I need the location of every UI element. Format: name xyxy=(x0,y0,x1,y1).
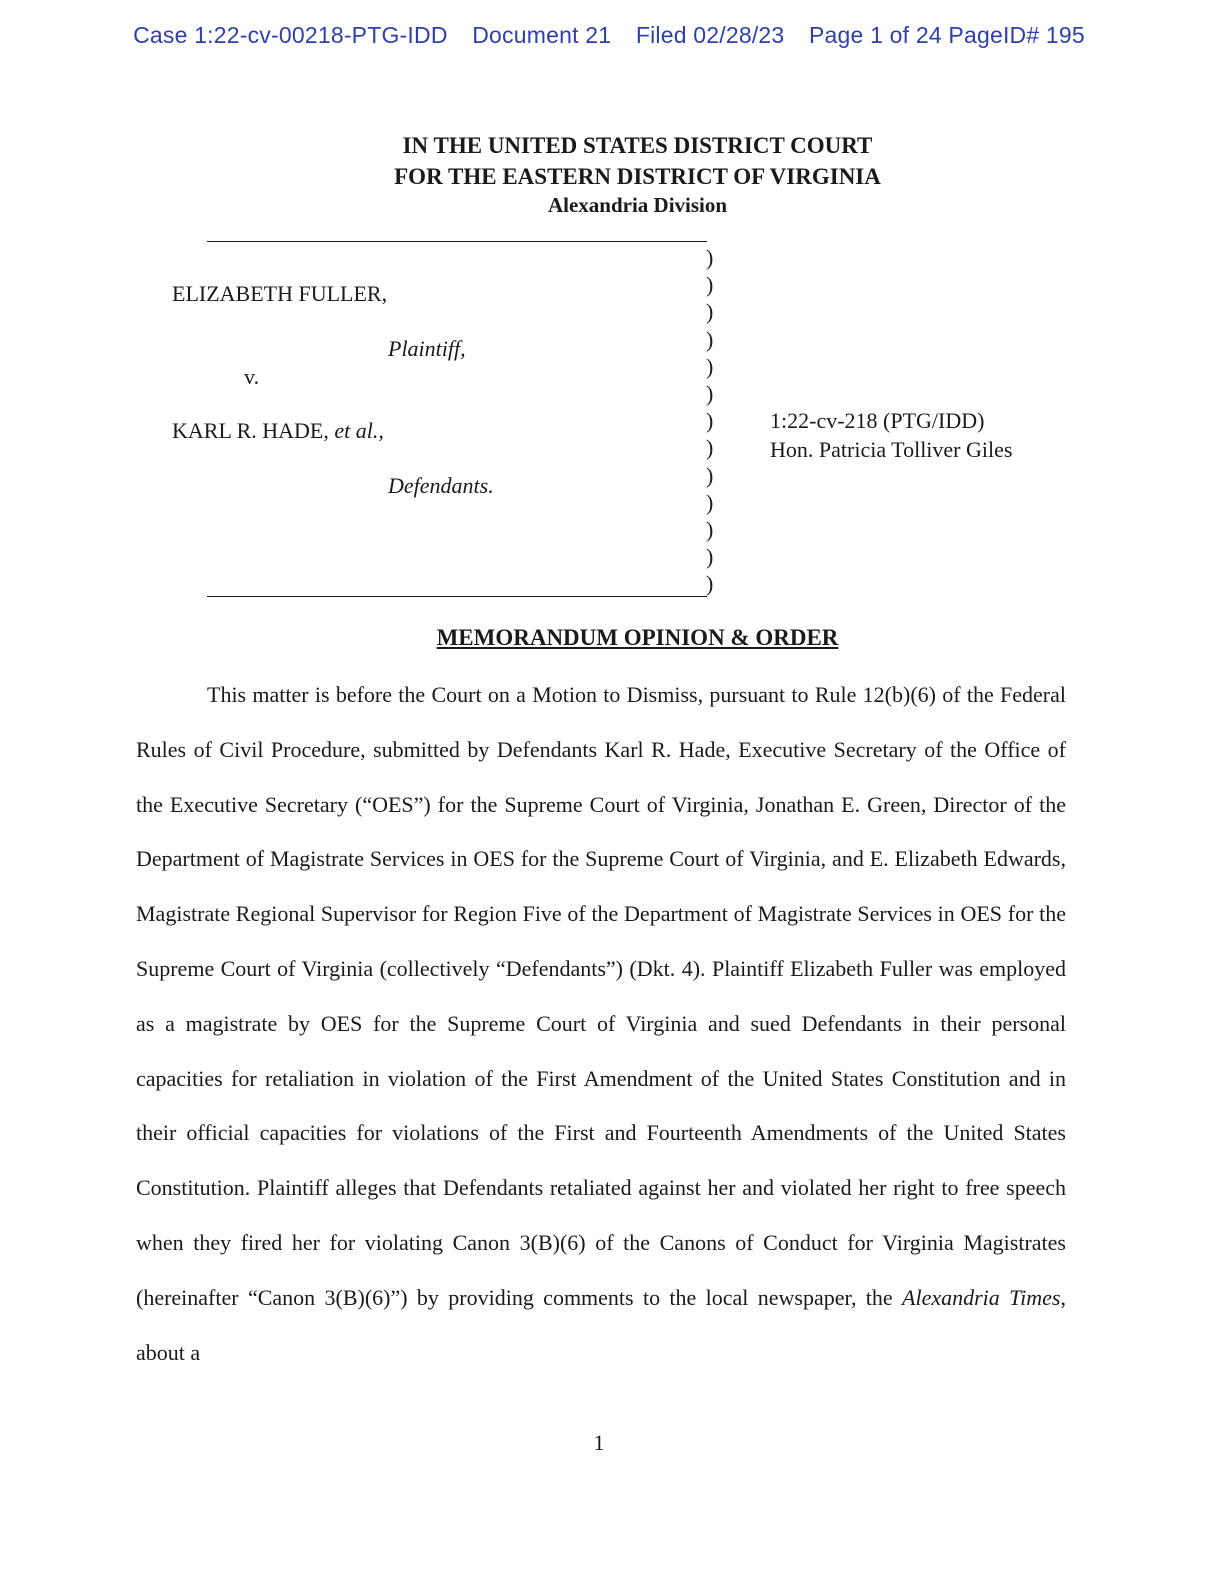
paren: ) xyxy=(706,353,714,379)
body-paragraph xyxy=(136,668,1066,1380)
stamp-case: Case 1:22-cv-00218-PTG-IDD xyxy=(133,22,448,48)
paren: ) xyxy=(706,272,714,298)
paren: ) xyxy=(706,435,714,461)
caption-top-rule xyxy=(207,241,707,242)
defendant-role: Defendants. xyxy=(388,473,494,498)
stamp-document: Document 21 xyxy=(472,22,612,48)
paren: ) xyxy=(706,544,714,570)
paren: ) xyxy=(706,326,714,352)
paren: ) xyxy=(706,571,714,597)
paren: ) xyxy=(706,489,714,515)
filing-stamp xyxy=(0,22,1218,49)
caption-paren-column xyxy=(706,244,713,597)
defendant-name: KARL R. HADE, xyxy=(172,418,329,443)
stamp-filed: Filed 02/28/23 xyxy=(635,22,785,48)
defendant-etal: et al., xyxy=(334,418,384,443)
plaintiff-name: ELIZABETH FULLER, xyxy=(172,281,388,306)
body-italic-newspaper: Alexandria Times xyxy=(902,1284,1061,1310)
stamp-page: Page 1 of 24 PageID# 195 xyxy=(809,22,1085,48)
case-number: 1:22-cv-218 (PTG/IDD) xyxy=(770,408,985,433)
paren: ) xyxy=(706,408,714,434)
judge-name: Hon. Patricia Tolliver Giles xyxy=(770,437,1013,462)
case-info xyxy=(770,406,1012,464)
defendant-name-line xyxy=(172,418,384,444)
document-title: MEMORANDUM OPINION & ORDER xyxy=(436,625,839,650)
paren: ) xyxy=(706,516,714,542)
paren: ) xyxy=(706,245,714,270)
paren: ) xyxy=(706,462,714,488)
court-heading xyxy=(0,130,1218,219)
page-number: 1 xyxy=(593,1430,605,1455)
paren: ) xyxy=(706,380,714,406)
body-part-1: This matter is before the Court on a Motion to Dismiss, pursuant to Rule 12(b)(6) of the Federal Rules of Civil Procedure, submitted by Defendants Karl R. Hade, Executive Secretary of the Office of the Executive Secretary (“OES”) for the Supreme Court of Virginia, Jonathan E. Green, Director of the Department of Magistrate Services in OES for the Supreme Court of Virginia, and E. Elizabeth Edwards, Magistrate Regional Supervisor for Region Five of the Department of Magistrate Services in OES for the Supreme Court of Virginia (collectively “Defendants”) (Dkt. 4). Plaintiff Elizabeth Fuller was employed as a magistrate by OES for the Supreme Court of Virginia and sued Defendants in their personal capacities for retaliation in violation of the First Amendment of the United States Constitution and in their official capacities for violations of the First and Fourteenth Amendments of the United States Constitution. Plaintiff alleges that Defendants retaliated against her and violated her right to free speech when they fired her for violating Canon 3(B)(6) of the Canons of Conduct for Virginia Magistrates (hereinafter “Canon 3(B)(6)”) by providing comments to the local newspaper, the xyxy=(136,682,1066,1310)
court-line-1: IN THE UNITED STATES DISTRICT COURT xyxy=(402,133,873,158)
caption-bottom-rule xyxy=(207,596,707,597)
court-division: Alexandria Division xyxy=(547,193,728,217)
body-text xyxy=(136,668,1066,1380)
body-part-2: , about a xyxy=(136,1284,1066,1365)
court-line-2: FOR THE EASTERN DISTRICT OF VIRGINIA xyxy=(394,164,881,189)
versus: v. xyxy=(244,364,260,389)
paren: ) xyxy=(706,299,714,325)
plaintiff-role: Plaintiff, xyxy=(388,336,466,361)
